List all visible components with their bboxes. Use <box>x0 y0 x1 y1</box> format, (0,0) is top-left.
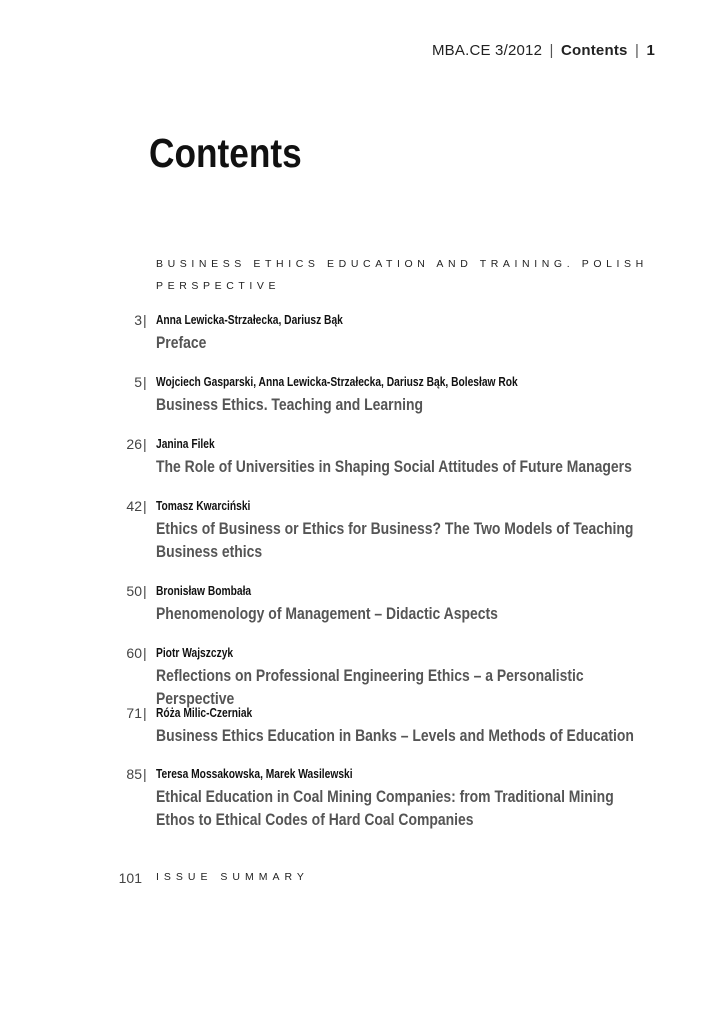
entry-authors: Janina Filek <box>156 437 215 451</box>
entry-page-number: 5 <box>134 374 142 390</box>
entry-title[interactable]: Preface <box>156 333 207 352</box>
entry-separator: | <box>143 498 147 514</box>
entry-page-number: 26 <box>126 436 142 452</box>
entry-title[interactable]: The Role of Universities in Shaping Social Attitudes of Future Managers <box>156 457 632 476</box>
entry-page-number: 3 <box>134 312 142 328</box>
entry-separator: | <box>143 645 147 661</box>
entry-title[interactable]: Business Ethics. Teaching and Learning <box>156 395 423 414</box>
entry-title[interactable]: Phenomenology of Management – Didactic Aspects <box>156 604 498 623</box>
entry-page-number: 71 <box>126 705 142 721</box>
entry-authors: Piotr Wajszczyk <box>156 646 234 660</box>
entry-authors: Wojciech Gasparski, Anna Lewicka-Strzałecka, Dariusz Bąk, Bolesław Rok <box>156 375 518 389</box>
running-header <box>432 42 655 59</box>
entry-separator: | <box>143 374 147 390</box>
entry-separator: | <box>143 705 147 721</box>
entry-authors: Tomasz Kwarciński <box>156 499 251 513</box>
page-title: Contents <box>149 130 302 176</box>
section-heading <box>156 253 648 297</box>
entry-page-number: 85 <box>126 766 142 782</box>
summary-page-number: 101 <box>118 870 142 886</box>
entry-title[interactable]: Reflections on Professional Engineering Ethics – a Personalistic Perspective <box>156 666 584 708</box>
entry-authors: Anna Lewicka-Strzałecka, Dariusz Bąk <box>156 313 343 327</box>
entry-authors: Bronisław Bombała <box>156 584 252 598</box>
header-separator: | <box>634 42 640 59</box>
entry-authors: Róża Milic-Czerniak <box>156 706 253 720</box>
entry-separator: | <box>143 766 147 782</box>
entry-authors: Teresa Mossakowska, Marek Wasilewski <box>156 767 353 781</box>
journal-issue: MBA.CE 3/2012 <box>431 42 543 59</box>
entry-title[interactable]: Business Ethics Education in Banks – Levels and Methods of Education <box>156 726 634 745</box>
summary-label[interactable]: ISSUE SUMMARY <box>156 871 309 883</box>
entry-separator: | <box>143 312 147 328</box>
section-heading-line-2: PERSPECTIVE <box>156 280 281 292</box>
entry-page-number: 42 <box>126 498 142 514</box>
entry-page-number: 60 <box>126 645 142 661</box>
entry-title[interactable]: Ethics of Business or Ethics for Business? The Two Models of Teaching Business ethics <box>156 519 634 561</box>
entry-title[interactable]: Ethical Education in Coal Mining Companies: from Traditional Mining Ethos to Ethical Codes of Hard Coal Companies <box>156 787 614 829</box>
entry-page-number: 50 <box>126 583 142 599</box>
header-section: Contents <box>560 42 628 59</box>
header-page-number: 1 <box>646 42 655 59</box>
section-heading-line-1: BUSINESS ETHICS EDUCATION AND TRAINING. POLISH <box>156 258 648 270</box>
entry-separator: | <box>143 436 147 452</box>
header-separator: | <box>549 42 554 59</box>
entry-separator: | <box>143 583 147 599</box>
